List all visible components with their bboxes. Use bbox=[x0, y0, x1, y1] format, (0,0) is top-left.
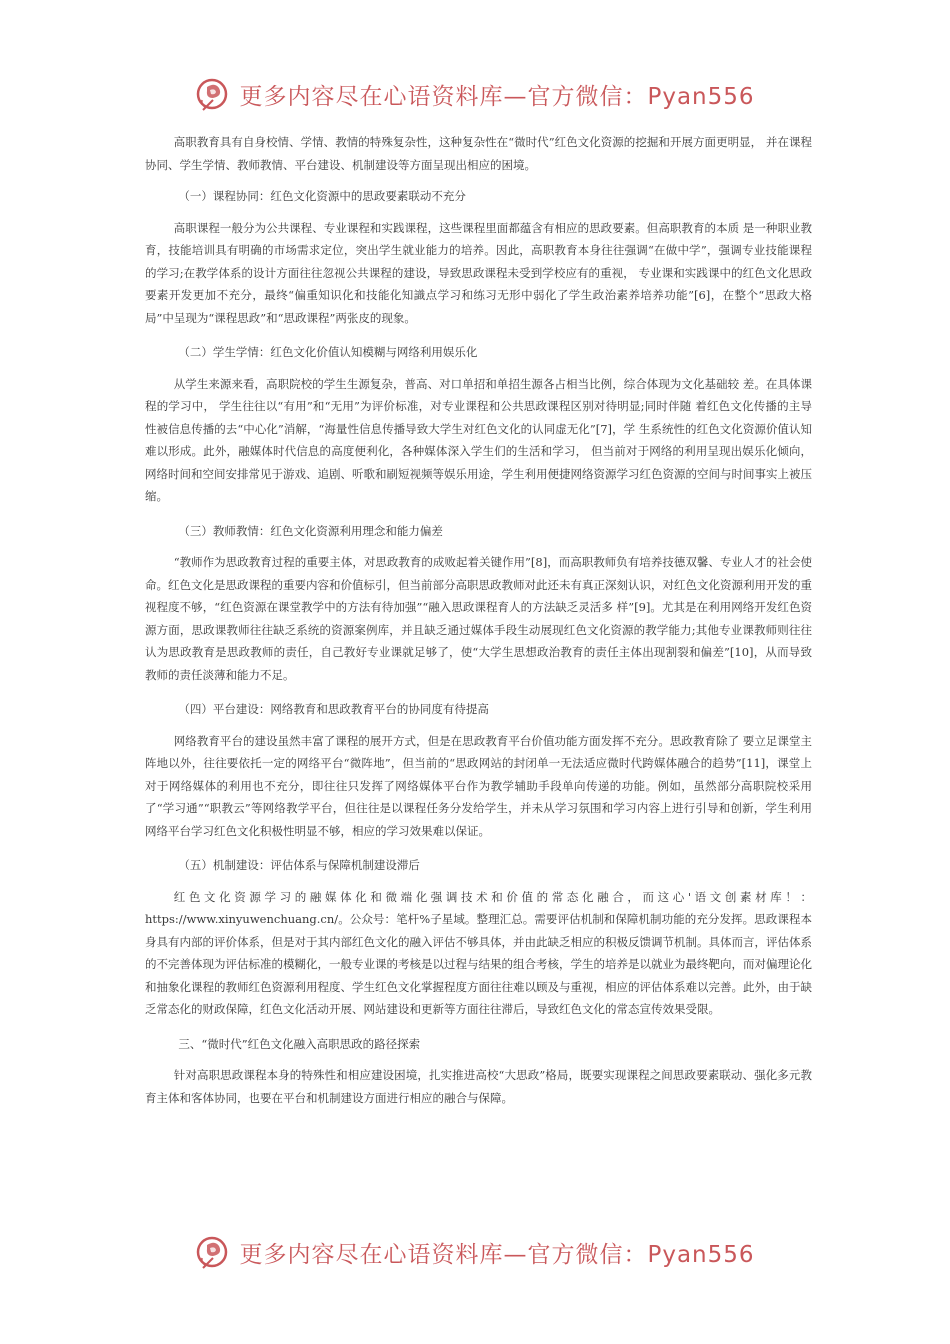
paragraph-path-exploration: 针对高职思政课程本身的特殊性和相应建设困境，扎实推进高校“大思政”格局，既要实现课程之间思政要素联动、强化多元教育主体和客体协同，也要在平台和机制建设方面进行相应的融合与保障。 bbox=[145, 1068, 812, 1105]
section-heading-teacher-teaching: （三）教师教情：红色文化资源利用理念和能力偏差 bbox=[178, 523, 443, 538]
section-heading-platform-building: （四）平台建设：网络教育和思政教育平台的协同度有待提高 bbox=[178, 702, 489, 716]
rose-logo-icon bbox=[195, 1232, 235, 1272]
section-heading-mechanism-building: （五）机制建设：评估体系与保障机制建设滞后 bbox=[178, 858, 420, 872]
paragraph-student-learning: 从学生来源来看，高职院校的学生生源复杂，普高、对口单招和单招生源各占相当比例，综合体现为文化基础较 差。在具体课程的学习中， 学生往往以“有用”和“无用”为评价标准，对专业课程和公共思政课程区别对待明显;同时伴随 着红色文化传播的主导性被信息传播的去“中心化”消解，“海量性信息传播导致大学生对红色文化的认同虚无化”[7]，学 生系统性的红色文化资源价值认知难以形成。此外，融媒体时代信息的高度便利化，各种媒体深入学生们的生活和学习， 但当前对于网络的利用呈现出娱乐化倾向，网络时间和空间安排常见于游戏、追剧、听歌和刷短视频等娱乐用途，学生利用便捷网络资源学习红色资源的空间与时间事实上被压缩。 bbox=[145, 376, 812, 503]
section-heading-course-coordination: （一）课程协同：红色文化资源中的思政要素联动不充分 bbox=[178, 189, 466, 203]
paragraph-platform-building: 网络教育平台的建设虽然丰富了课程的展开方式，但是在思政教育平台价值功能方面发挥不充分。思政教育除了 要立足课堂主阵地以外，往往要依托一定的网络平台“微阵地”，但当前的“思政网站的封闭单一无法适应微时代跨媒体融合的趋势”[11]，课堂上对于网络媒体的利用也不充分，即往往只发挥了网络媒体平台作为教学辅助手段单向传递的功能。例如，虽然部分高职院校采用了“学习通”“职教云”等网络教学平台，但往往是以课程任务分发给学生，并未从学习氛围和学习内容上进行引导和创新，学生利用网络平台学习红色文化积极性明显不够，相应的学习效果难以保证。 bbox=[145, 733, 812, 838]
section-heading-path-exploration: 三、“微时代”红色文化融入高职思政的路径探索 bbox=[178, 1036, 421, 1051]
paragraph-course-coordination: 高职课程一般分为公共课程、专业课程和实践课程，这些课程里面都蕴含有相应的思政要素。但高职教育的本质 是一种职业教育，技能培训具有明确的市场需求定位，突出学生就业能力的培养。因此，高职教育本身往往强调“在做中学”，强调专业技能课程的学习;在教学体系的设计方面往往忽视公共课程的建设，导致思政课程未受到学校应有的重视， 专业课和实践课中的红色文化思政要素开发更加不充分，最终“偏重知识化和技能化知識点学习和练习无形中弱化了学生政治素养培养功能”[6]，在整个“思政大格局”中呈现为“课程思政”和“思政课程”两张皮的现象。 bbox=[145, 220, 812, 325]
paragraph-teacher-teaching: “教师作为思政教育过程的重要主体，对思政教育的成败起着关键作用”[8]，而高职教师负有培养技德双馨、专业人才的社会使命。红色文化是思政课程的重要内容和价值标引，但当前部分高职思政教师对此还未有真正深刻认识，对红色文化资源利用开发的重视程度不够，“红色资源在课堂教学中的方法有待加强”“融入思政课程育人的方法缺乏灵活多 样”[9]。尤其是在利用网络开发红色资源方面，思政课教师往往缺乏系统的资源案例库，并且缺乏通过媒体手段生动展现红色文化资源的教学能力;其他专业课教师则往往认为思政教育是思政教师的责任，自己教好专业课就足够了，使“大学生思想政治教育的责任主体出现割裂和偏差”[10]，从而导致教师的责任淡薄和能力不足。 bbox=[145, 555, 812, 682]
footer-watermark-banner bbox=[0, 1230, 950, 1274]
section-heading-student-learning: （二）学生学情：红色文化价值认知模糊与网络利用娱乐化 bbox=[178, 345, 478, 359]
watermark-text: 更多内容尽在心语资料库—官方微信：Pyan556 bbox=[239, 1241, 755, 1268]
intro-paragraph: 高职教育具有自身校情、学情、教情的特殊复杂性，这种复杂性在“微时代”红色文化资源的挖掘和开展方面更明显， 并在课程协同、学生学情、教师教情、平台建设、机制建设等方面呈现出相应的困境。 bbox=[145, 135, 812, 172]
header-watermark-banner bbox=[0, 72, 950, 116]
document-body bbox=[145, 131, 812, 1109]
rose-logo-icon bbox=[195, 74, 235, 114]
paragraph-mechanism-building: 红色文化资源学习的融媒体化和微端化强调技术和价值的常态化融合，而这心'语文创素材库！：https://www.xinyuwenchuang.cn/。公众号：笔杆%子星域。整理汇总。需要评估机制和保障机制功能的充分发挥。思政课程本身具有内部的评价体系，但是对于其内部红色文化的融入评估不够具体，并由此缺乏相应的积极反馈调节机制。具体而言，评估体系的不完善体现为评估标准的模糊化，一般专业课的考核是以过程与结果的组合考核，学生的培养是以就业为最终靶向，而对偏理论化和抽象化课程的教师红色资源利用程度、学生红色文化掌握程度方面往往难以顾及与重视，相应的评估体系难以完善。此外，由于缺乏常态化的财政保障，红色文化活动开展、网站建设和更新等方面往往滞后，导致红色文化的常态宣传效果受限。 bbox=[145, 889, 812, 1016]
watermark-text: 更多内容尽在心语资料库—官方微信：Pyan556 bbox=[239, 83, 755, 110]
